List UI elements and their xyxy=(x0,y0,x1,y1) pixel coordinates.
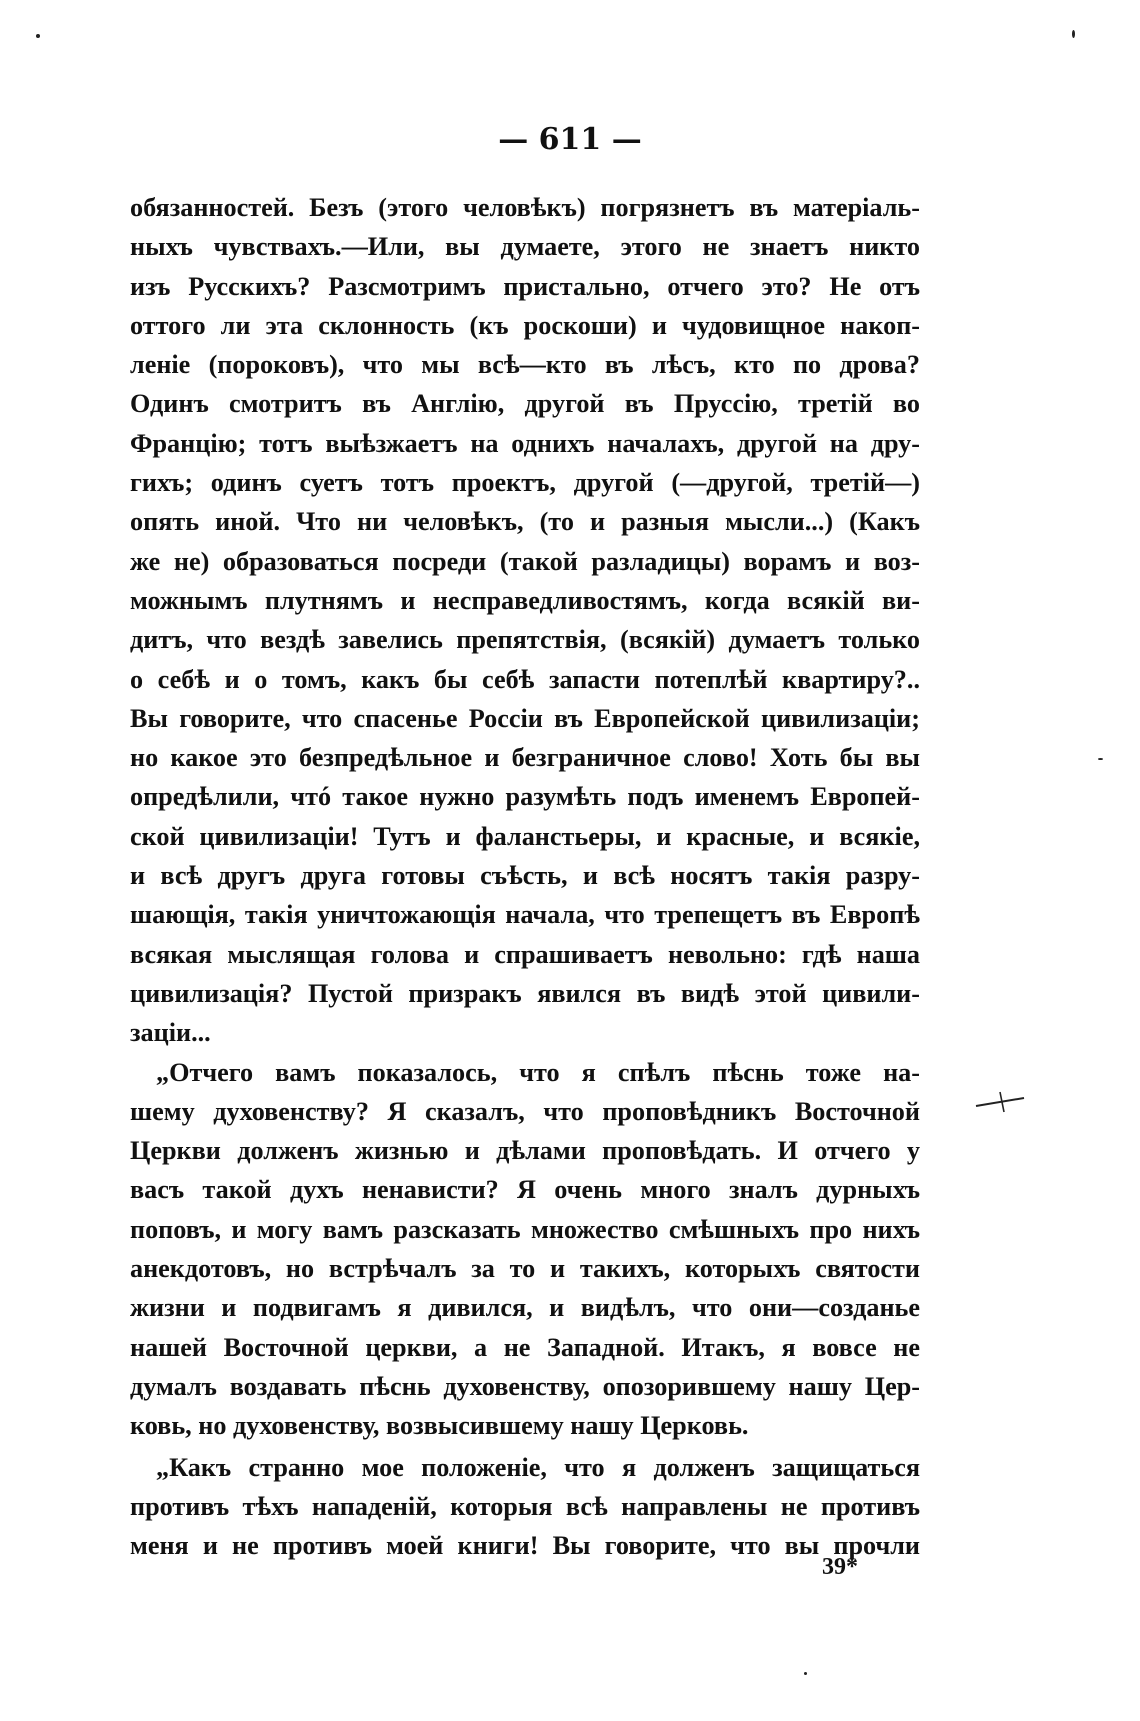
text-line: „Какъ странно мое положеніе, что я долженъ защищаться xyxy=(156,1452,920,1482)
text-line: о себѣ и о томъ, какъ бы себѣ запасти потеплѣй квартиру?.. xyxy=(130,664,920,694)
text-line: поповъ, и могу вамъ разсказать множество смѣшныхъ про нихъ xyxy=(130,1214,920,1244)
body-text xyxy=(130,188,920,1565)
text-line: оттого ли эта склонность (къ роскоши) и чудовищное накоп- xyxy=(130,310,920,340)
text-line: меня и не противъ моей книги! Вы говорите, что вы прочли xyxy=(130,1531,920,1561)
text-line: нашей Восточной церкви, а не Западной. Итакъ, я вовсе не xyxy=(130,1332,920,1362)
text-line: Францію; тотъ выѣзжаетъ на однихъ началахъ, другой на дру- xyxy=(130,428,920,458)
text-line: Одинъ смотритъ въ Англію, другой въ Пруссію, третій во xyxy=(130,389,920,419)
text-line: опредѣлили, чтó такое нужно разумѣть подъ именемъ Европей- xyxy=(130,782,920,812)
paper-speck xyxy=(36,34,40,38)
paper-speck xyxy=(804,1672,807,1675)
text-line: и всѣ другъ друга готовы съѣсть, и всѣ носятъ такія разру- xyxy=(130,861,920,891)
text-line: „Отчего вамъ показалось, что я спѣлъ пѣснь тоже на- xyxy=(156,1057,920,1087)
text-line: заціи... xyxy=(130,1018,211,1048)
text-line: изъ Русскихъ? Разсмотримъ пристально, отчего это? Не отъ xyxy=(130,271,920,301)
text-line: Церкви долженъ жизнью и дѣлами проповѣдать. И отчего у xyxy=(130,1136,920,1166)
text-line: васъ такой духъ ненависти? Я очень много зналъ дурныхъ xyxy=(130,1175,920,1205)
text-line: противъ тѣхъ нападеній, которыя всѣ направлены не противъ xyxy=(130,1491,920,1521)
text-line: Вы говорите, что спасенье Россіи въ Европейской цивилизаціи; xyxy=(130,703,920,733)
text-line: жизни и подвигамъ я дивился, и видѣлъ, что они—созданье xyxy=(130,1293,920,1323)
text-line: цивилизація? Пустой призракъ явился въ видѣ этой цивили- xyxy=(130,978,920,1008)
text-line: всякая мыслящая голова и спрашиваетъ невольно: гдѣ наша xyxy=(130,939,920,969)
signature-mark: 39* xyxy=(822,1554,858,1580)
text-line: ской цивилизаціи! Тутъ и фаланстьеры, и красные, и всякіе, xyxy=(130,821,920,851)
text-line: леніе (пороковъ), что мы всѣ—кто въ лѣсъ, кто по дрова? xyxy=(130,350,920,380)
paper-speck xyxy=(1098,758,1103,760)
text-line: анекдотовъ, но встрѣчалъ за то и такихъ, которыхъ святости xyxy=(130,1254,920,1284)
text-line: гихъ; одинъ суетъ тотъ проектъ, другой (—другой, третій—) xyxy=(130,468,920,498)
text-line: обязанностей. Безъ (этого человѣкъ) погрязнетъ въ матеріаль- xyxy=(130,193,920,222)
text-line: ковь, но духовенству, возвысившему нашу Церковь. xyxy=(130,1411,749,1441)
text-line: но какое это безпредѣльное и безграничное слово! Хоть бы вы xyxy=(130,743,920,773)
text-line: опять иной. Что ни человѣкъ, (то и разныя мысли...) (Какъ xyxy=(130,507,920,537)
text-line: шему духовенству? Я сказалъ, что проповѣдникъ Восточной xyxy=(130,1096,920,1126)
text-line: шающія, такія уничтожающія начала, что трепещетъ въ Европѣ xyxy=(130,900,920,930)
text-line: ныхъ чувствахъ.—Или, вы думаете, этого не знаетъ никто xyxy=(130,232,920,262)
text-line: думалъ воздавать пѣснь духовенству, опозорившему нашу Цер- xyxy=(130,1371,920,1401)
text-line: дитъ, что вездѣ завелись препятствія, (всякій) думаетъ только xyxy=(130,625,920,655)
text-line: же не) образоваться посреди (такой разладицы) ворамъ и воз- xyxy=(130,546,920,576)
paper-speck xyxy=(1072,30,1075,38)
page-number: — 611 — xyxy=(498,122,642,157)
pencil-mark-icon xyxy=(970,1082,1030,1122)
text-line: можнымъ плутнямъ и несправедливостямъ, когда всякій ви- xyxy=(130,585,920,615)
